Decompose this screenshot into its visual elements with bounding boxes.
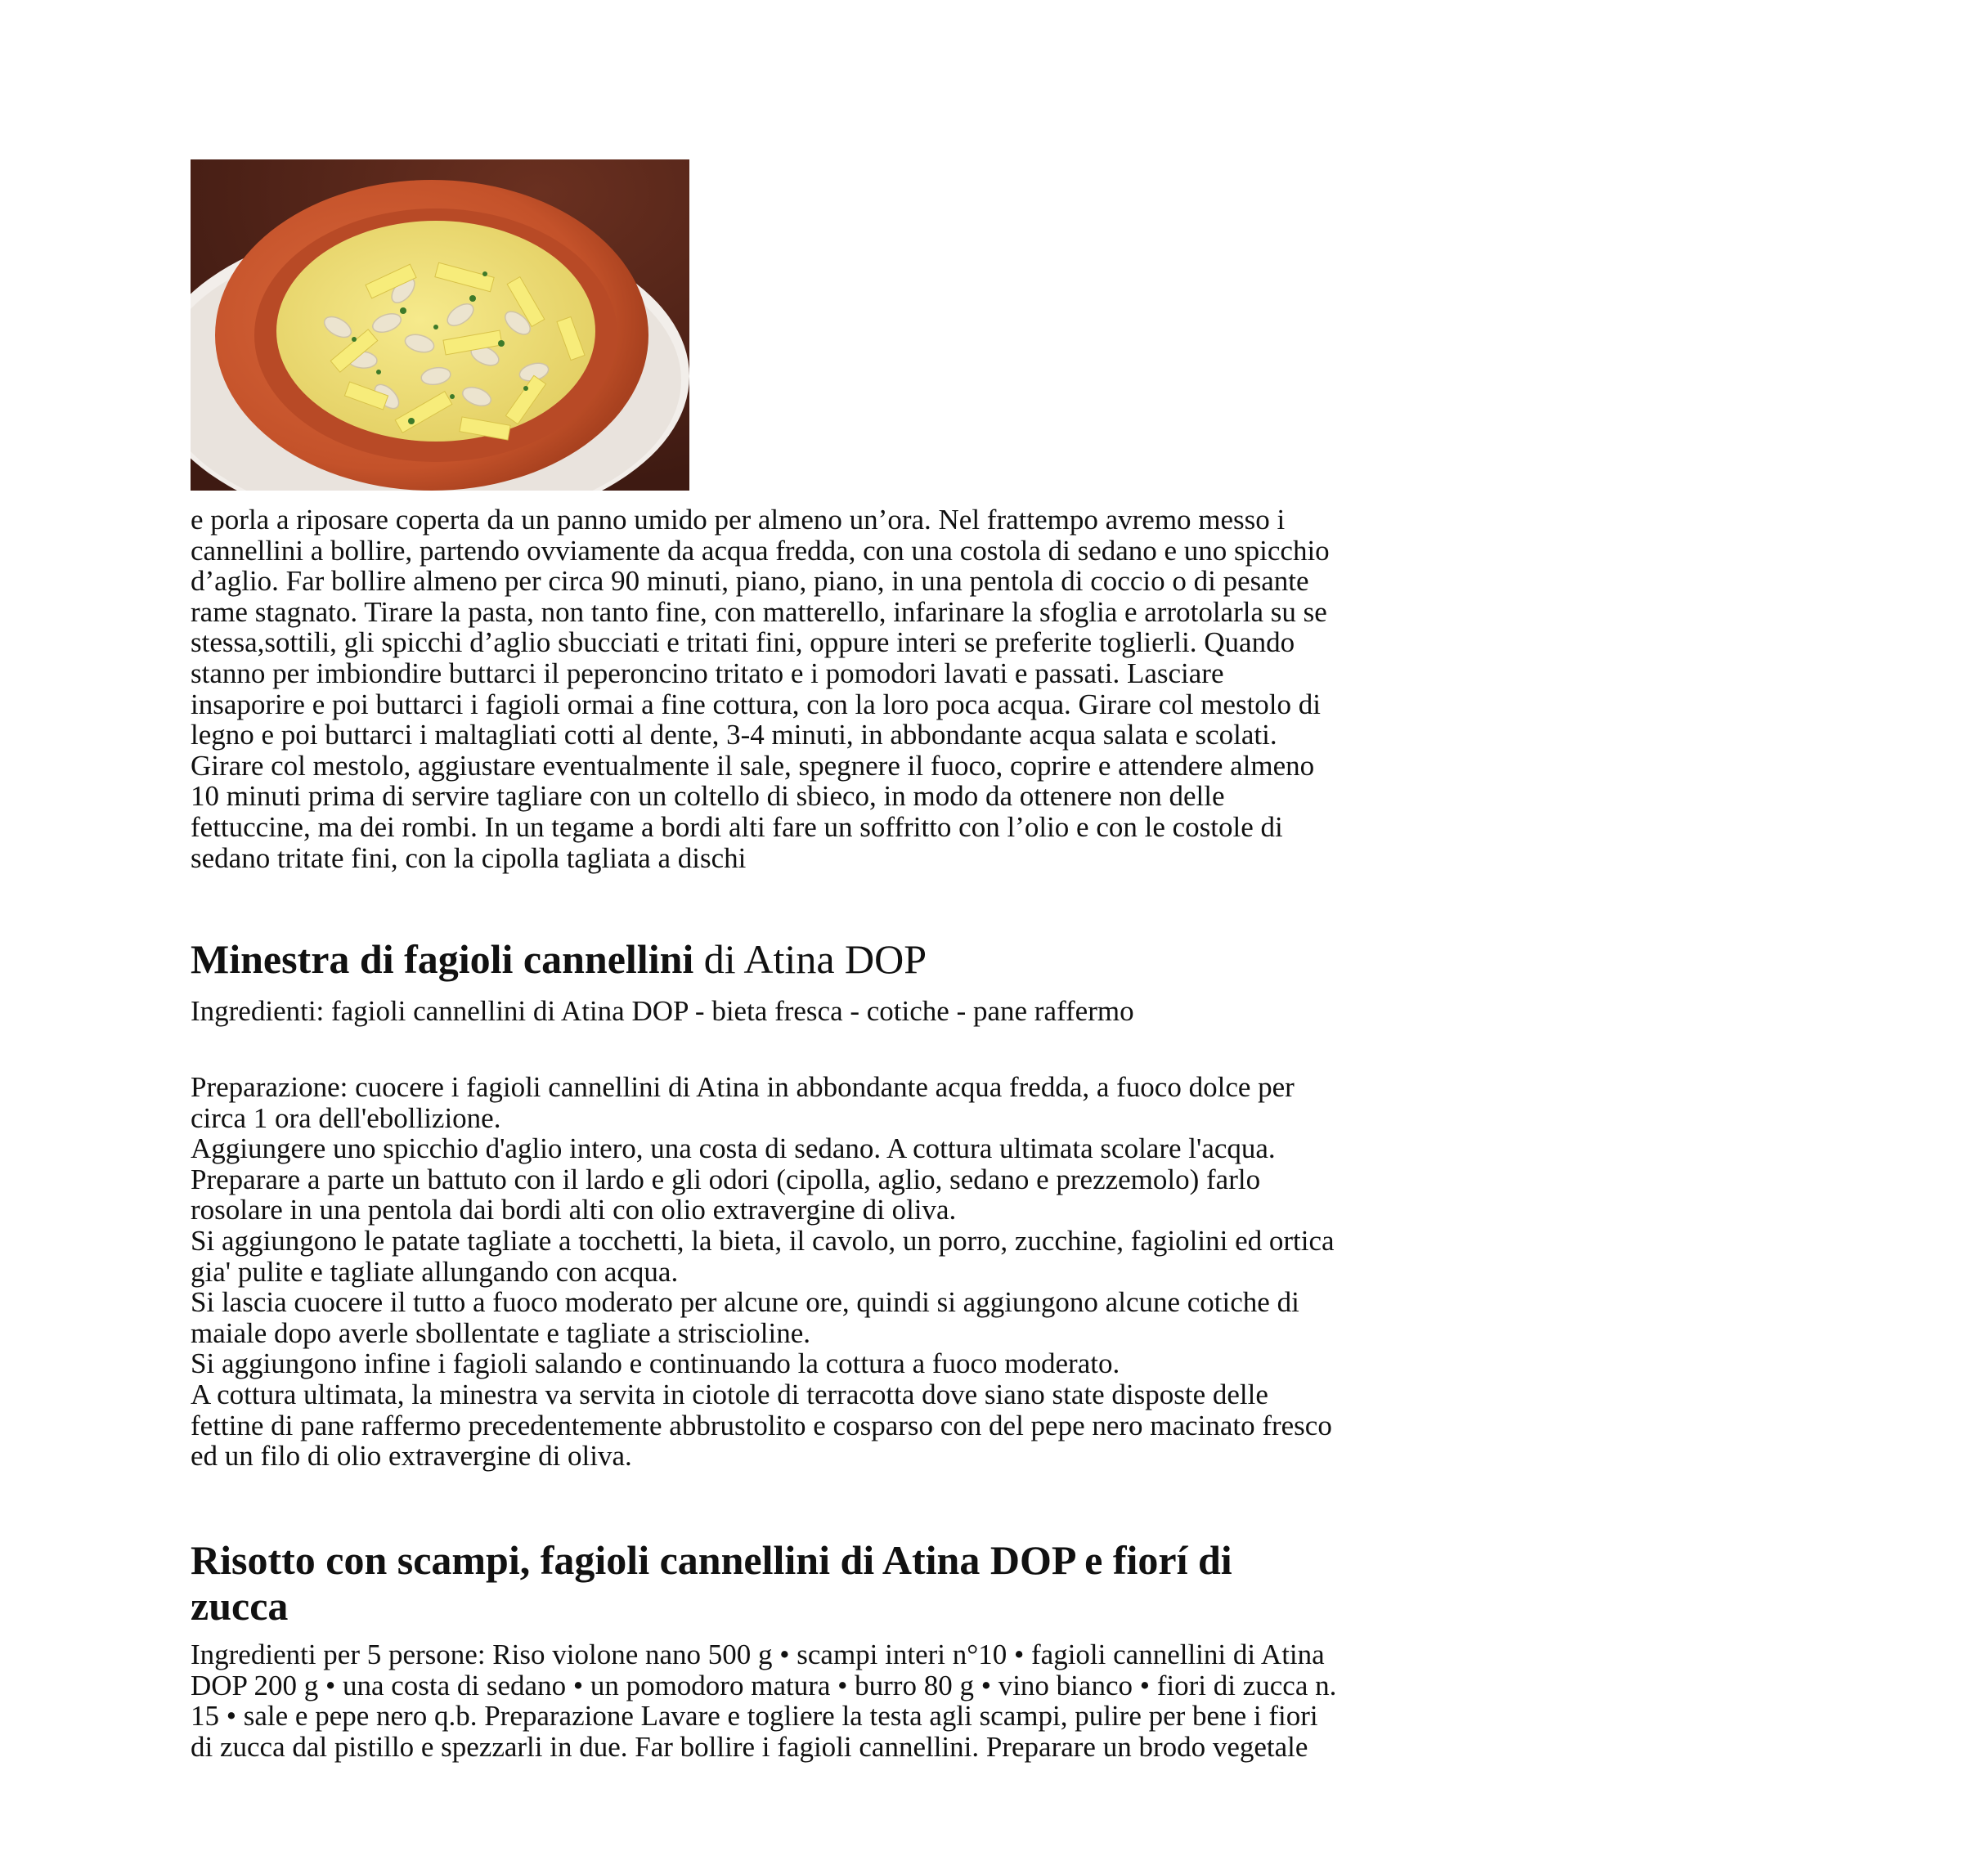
- dish-photo: [191, 159, 689, 491]
- intro-line: insaporire e poi buttarci i fagioli ormai a fine cottura, con la loro poca acqua. Girare col mestolo di: [191, 688, 1321, 720]
- minestra-ingredients-text: Ingredienti: fagioli cannellini di Atina DOP - bieta fresca - cotiche - pane raffermo: [191, 995, 1134, 1027]
- intro-line: e porla a riposare coperta da un panno umido per almeno un’ora. Nel frattempo avremo messo i: [191, 504, 1286, 536]
- risotto-title-line: zucca: [191, 1583, 289, 1629]
- intro-line: sedano tritate fini, con la cipolla tagliata a dischi: [191, 841, 747, 874]
- minestra-prep-line: Si aggiungono le patate tagliate a tocchetti, la bieta, il cavolo, un porro, zucchine, fagiolini ed ortica: [191, 1224, 1335, 1257]
- minestra-prep-line: Aggiungere uno spicchio d'aglio intero, una costa di sedano. A cottura ultimata scolare l'acqua.: [191, 1132, 1276, 1165]
- minestra-prep-line: Si lascia cuocere il tutto a fuoco moderato per alcune ore, quindi si aggiungono alcune cotiche di: [191, 1286, 1299, 1319]
- minestra-prep-line: A cottura ultimata, la minestra va servita in ciotole di terracotta dove siano state disposte delle: [191, 1378, 1268, 1410]
- risotto-ingredients: [191, 1639, 1834, 1762]
- minestra-prep-line: Si aggiungono infine i fagioli salando e continuando la cottura a fuoco moderato.: [191, 1347, 1120, 1380]
- minestra-ingredients: [191, 996, 1834, 1027]
- risotto-body-line: di zucca dal pistillo e spezzarli in due. Far bollire i fagioli cannellini. Preparare un brodo vegetale: [191, 1730, 1308, 1763]
- minestra-title-normal: di Atina DOP: [693, 936, 927, 982]
- minestra-prep-line: maiale dopo averle sbollentate e tagliate a striscioline.: [191, 1316, 811, 1349]
- intro-line: stessa,sottili, gli spicchi d’aglio sbucciati e tritati fini, oppure interi se preferite toglierli. Quando: [191, 626, 1295, 659]
- intro-line: fettuccine, ma dei rombi. In un tegame a bordi alti fare un soffritto con l’olio e con le costole di: [191, 810, 1283, 843]
- risotto-title-line: Risotto con scampi, fagioli cannellini di Atina DOP e fiorí di: [191, 1537, 1232, 1583]
- intro-line: rame stagnato. Tirare la pasta, non tanto fine, con matterello, infarinare la sfoglia e arrotolarla su se: [191, 595, 1327, 628]
- minestra-title-bold: Minestra di fagioli cannellini: [191, 936, 694, 982]
- minestra-prep-line: circa 1 ora dell'ebollizione.: [191, 1101, 501, 1134]
- minestra-prep-line: Preparare a parte un battuto con il lardo e gli odori (cipolla, aglio, sedano e prezzemolo) farlo: [191, 1163, 1261, 1195]
- minestra-prep-line: Preparazione: cuocere i fagioli cannellini di Atina in abbondante acqua fredda, a fuoco dolce per: [191, 1071, 1295, 1103]
- intro-line: 10 minuti prima di servire tagliare con un coltello di sbieco, in modo da ottenere non delle: [191, 780, 1225, 813]
- risotto-body-line: 15 • sale e pepe nero q.b. Preparazione Lavare e togliere la testa agli scampi, pulire per bene i fiori: [191, 1700, 1318, 1733]
- minestra-preparation: [191, 1072, 1834, 1472]
- minestra-prep-line: gia' pulite e tagliate allungando con acqua.: [191, 1255, 679, 1288]
- minestra-title: [191, 936, 927, 982]
- risotto-body-line: DOP 200 g • una costa di sedano • un pomodoro matura • burro 80 g • vino bianco • fiori di zucca n.: [191, 1669, 1337, 1701]
- risotto-title: [191, 1537, 1232, 1629]
- minestra-prep-line: rosolare in una pentola dai bordi alti con olio extravergine di oliva.: [191, 1194, 957, 1226]
- minestra-prep-line: fettine di pane raffermo precedentemente abbrustolito e cosparso con del pepe nero macinato fresco: [191, 1409, 1332, 1441]
- intro-paragraph: [191, 504, 1834, 873]
- minestra-prep-line: ed un filo di olio extravergine di oliva.: [191, 1440, 632, 1473]
- intro-line: legno e poi buttarci i maltagliati cotti al dente, 3-4 minuti, in abbondante acqua salata e scolati.: [191, 719, 1277, 751]
- intro-line: stanno per imbiondire buttarci il peperoncino tritato e i pomodori lavati e passati. Lasciare: [191, 657, 1224, 689]
- intro-line: cannellini a bollire, partendo ovviamente da acqua fredda, con una costola di sedano e uno spicchio: [191, 534, 1330, 567]
- intro-line: d’aglio. Far bollire almeno per circa 90 minuti, piano, piano, in una pentola di coccio o di pesante: [191, 565, 1309, 598]
- risotto-body-line: Ingredienti per 5 persone: Riso violone nano 500 g • scampi interi n°10 • fagioli cannellini di Atina: [191, 1639, 1325, 1670]
- dish-illustration: [191, 159, 689, 491]
- intro-line: Girare col mestolo, aggiustare eventualmente il sale, spegnere il fuoco, coprire e attendere almeno: [191, 749, 1315, 782]
